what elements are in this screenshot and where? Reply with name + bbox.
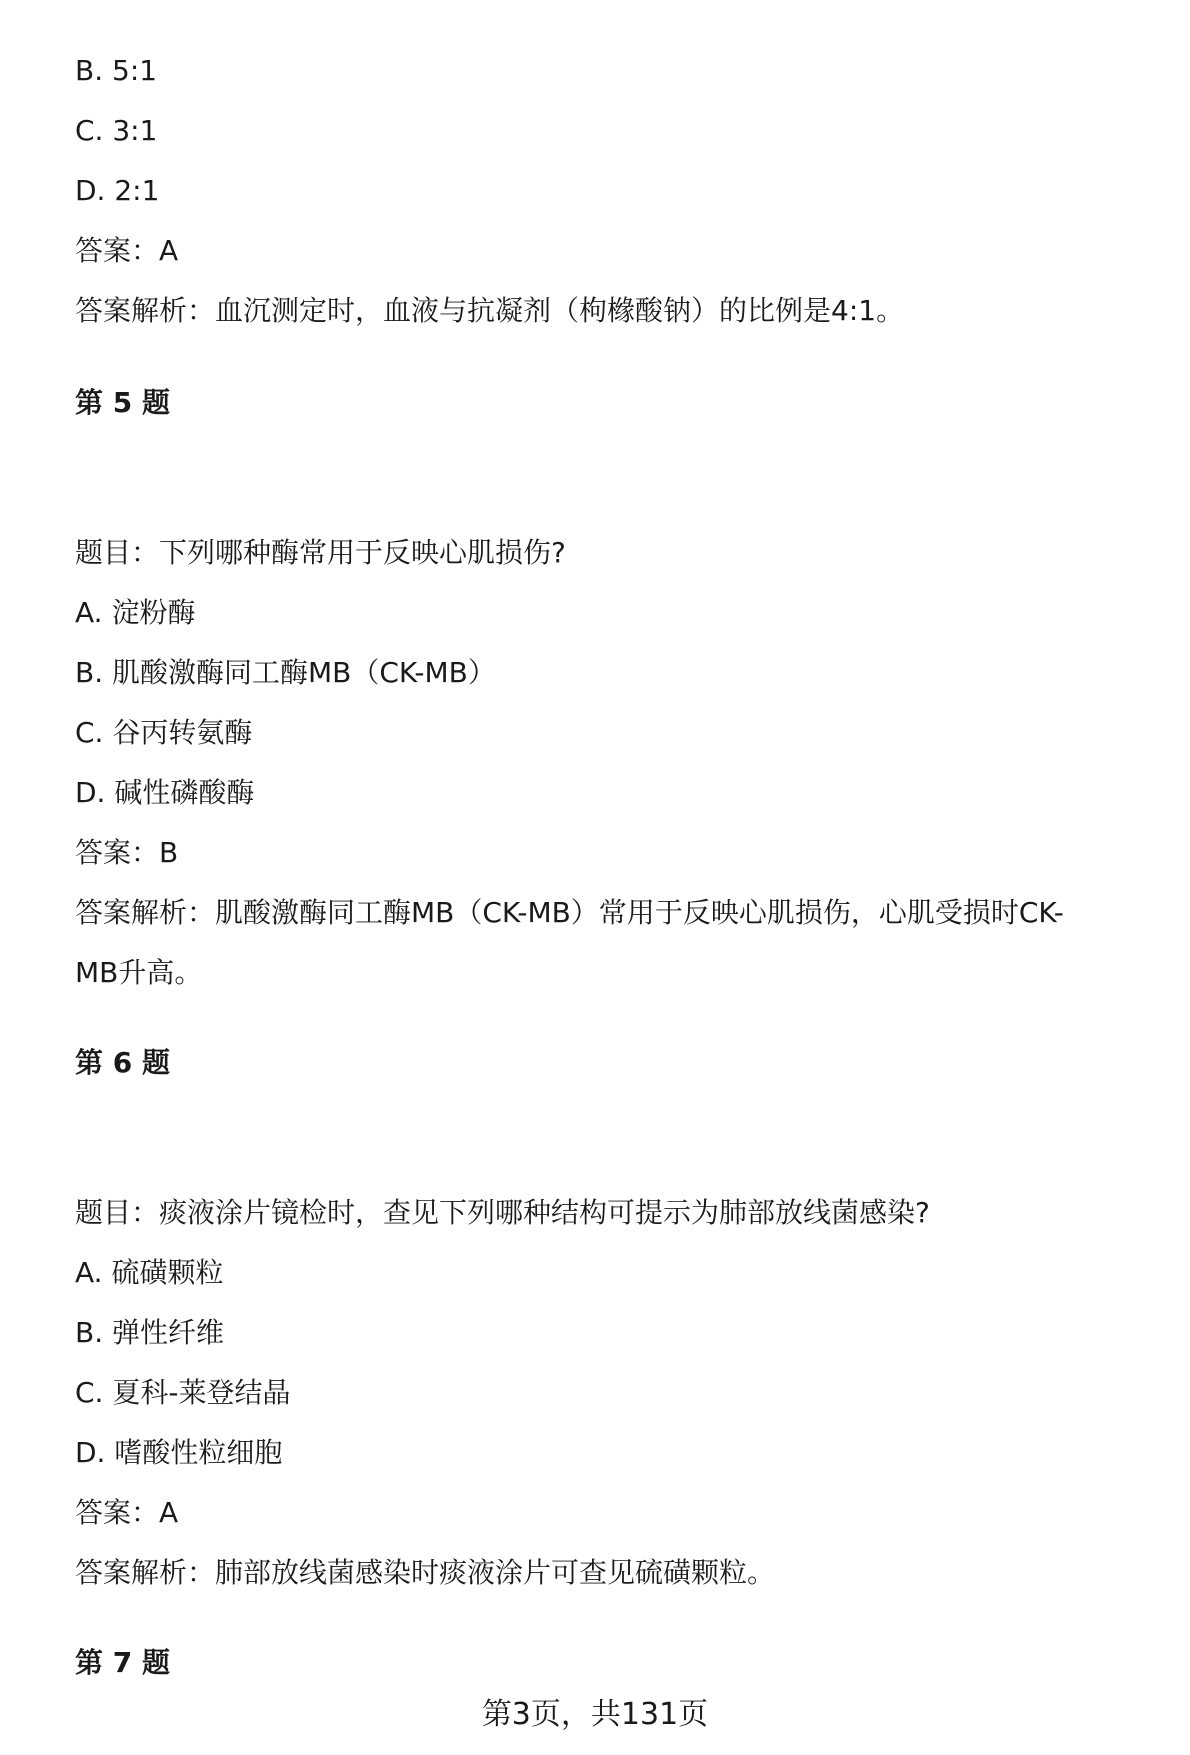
q5-option-b: B. 肌酸激酶同工酶MB（CK-MB）	[75, 656, 496, 689]
q6-option-a: A. 硫磺颗粒	[75, 1256, 224, 1289]
q5-option-c: C. 谷丙转氨酶	[75, 716, 253, 749]
q5-heading: 第 5 题	[75, 386, 170, 419]
page-number-footer: 第3页，共131页	[481, 1697, 709, 1732]
q5-option-a: A. 淀粉酶	[75, 596, 196, 629]
q5-explanation-line2: MB升高。	[75, 956, 203, 989]
q4-option-b: B. 5:1	[75, 54, 158, 87]
q6-option-c: C. 夏科-莱登结晶	[75, 1376, 291, 1409]
q6-explanation: 答案解析：肺部放线菌感染时痰液涂片可查见硫磺颗粒。	[75, 1556, 776, 1589]
q4-option-c: C. 3:1	[75, 114, 158, 147]
q6-answer: 答案：A	[75, 1496, 179, 1529]
q6-heading: 第 6 题	[75, 1046, 170, 1079]
q6-option-b: B. 弹性纤维	[75, 1316, 225, 1349]
q4-answer: 答案：A	[75, 234, 179, 267]
q6-option-d: D. 嗜酸性粒细胞	[75, 1436, 283, 1469]
q5-question: 题目：下列哪种酶常用于反映心肌损伤?	[75, 536, 566, 569]
q4-option-d: D. 2:1	[75, 174, 160, 207]
q6-question: 题目：痰液涂片镜检时，查见下列哪种结构可提示为肺部放线菌感染?	[75, 1196, 930, 1229]
q7-heading: 第 7 题	[75, 1646, 170, 1679]
q5-answer: 答案：B	[75, 836, 179, 869]
q4-explanation: 答案解析：血沉测定时，血液与抗凝剂（枸橼酸钠）的比例是4:1。	[75, 294, 905, 327]
q5-option-d: D. 碱性磷酸酶	[75, 776, 255, 809]
q5-explanation-line1: 答案解析：肌酸激酶同工酶MB（CK-MB）常用于反映心肌损伤，心肌受损时CK-	[75, 896, 1064, 929]
